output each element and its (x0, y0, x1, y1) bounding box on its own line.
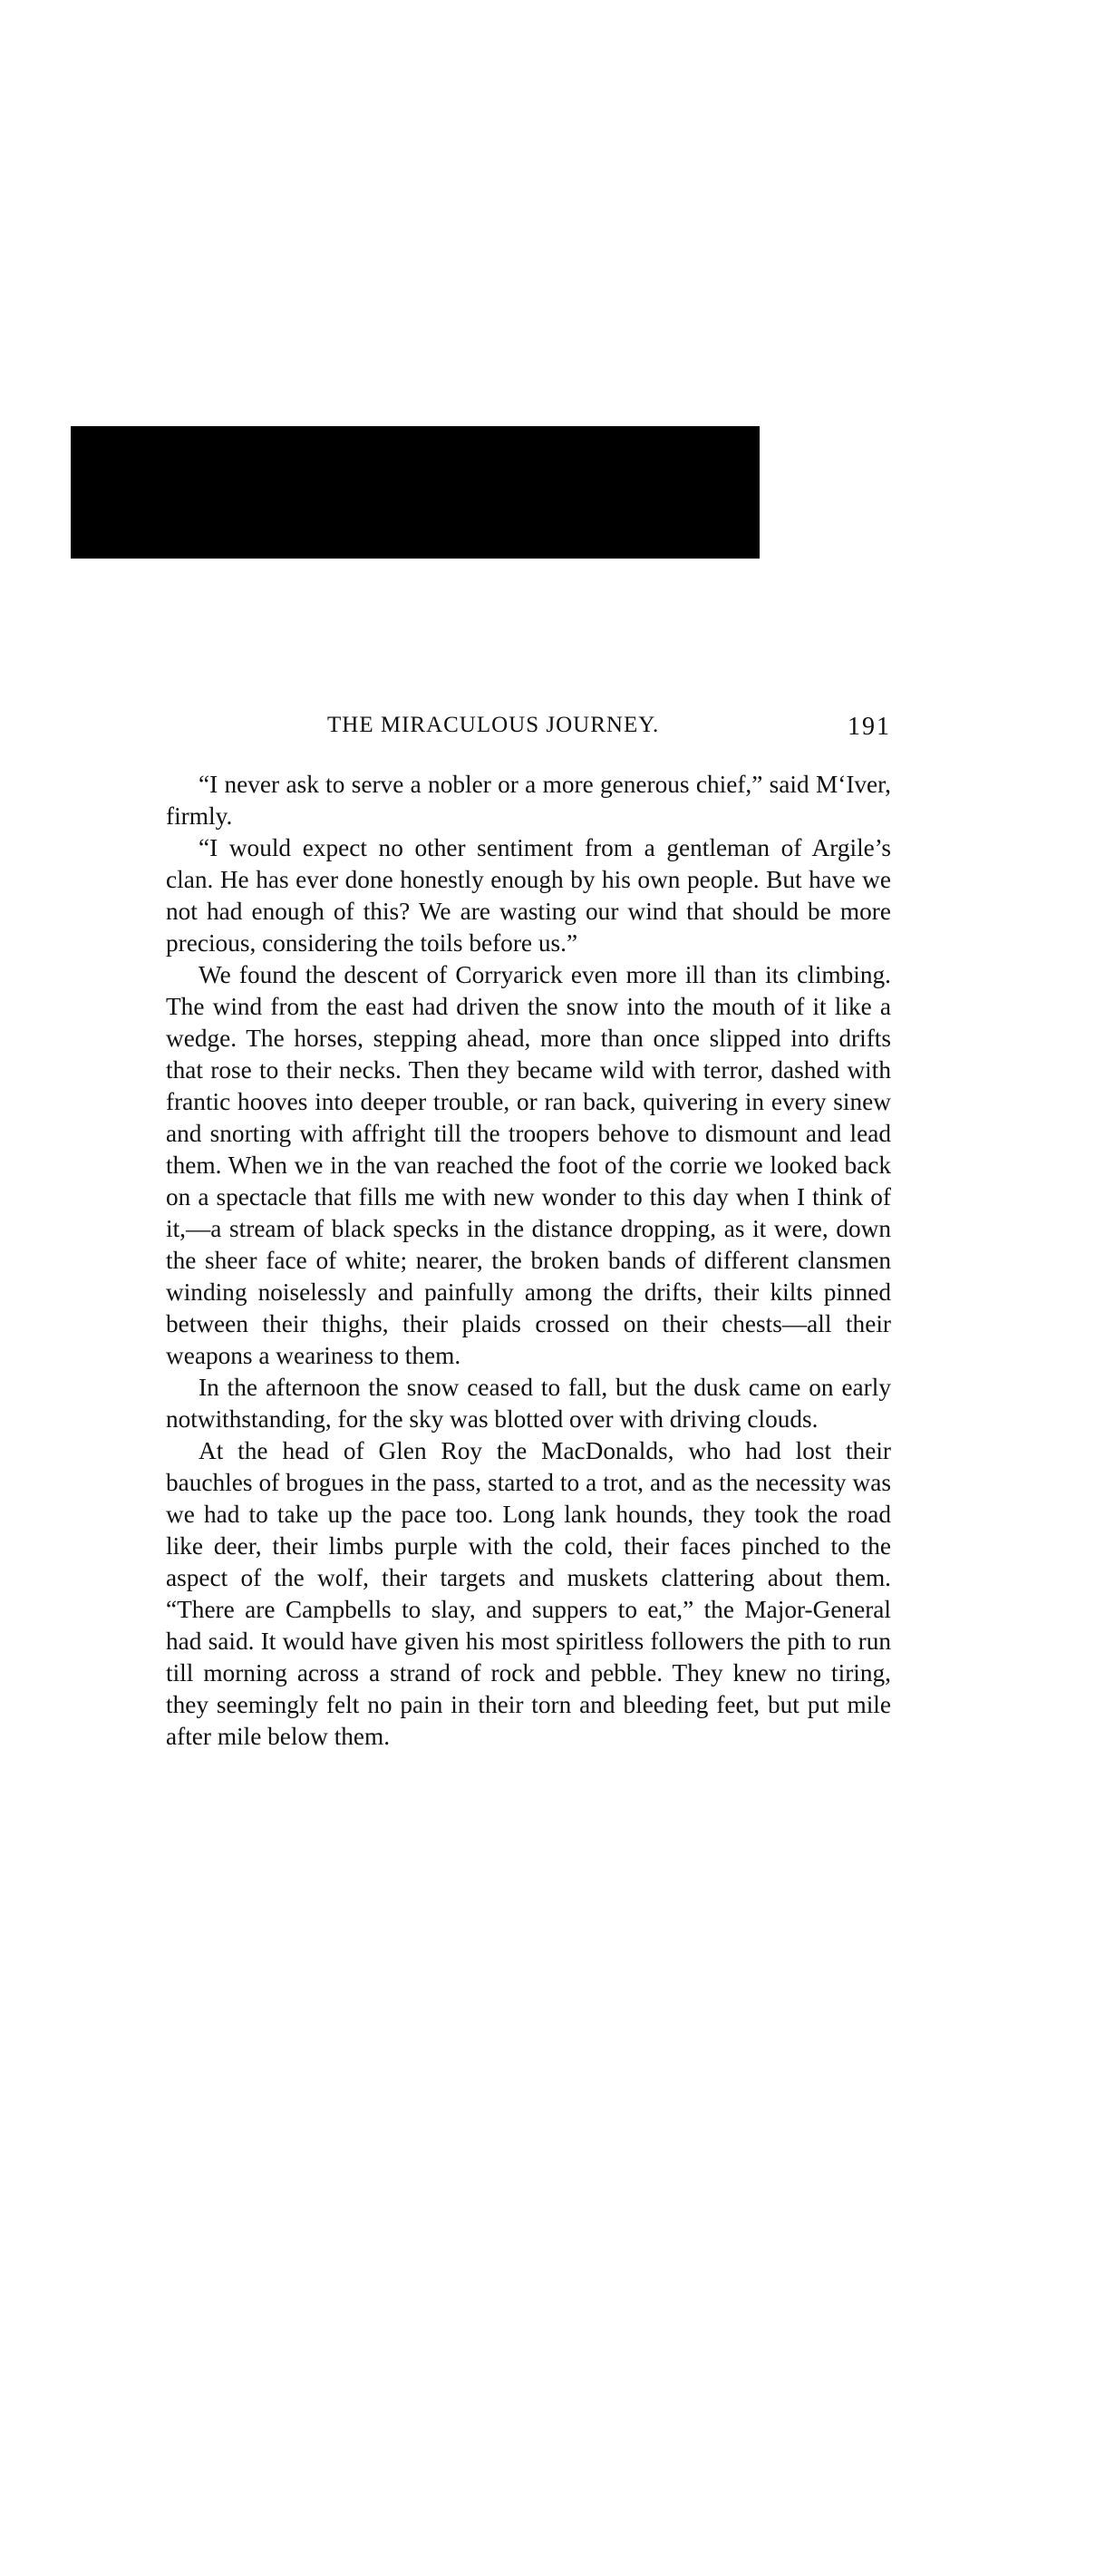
text-body (166, 769, 891, 1753)
page-number: 191 (848, 713, 891, 741)
paragraph: At the head of Glen Roy the MacDonalds, who had lost their bauchles of brogues in the pass, started to a trot, and as the necessity was we had to take up the pace too. Long lank hounds, they took the road like deer, their limbs purple with the cold, their faces pinched to the aspect of the wolf, their targets and muskets clattering about them. “There are Campbells to slay, and suppers to eat,” the Major-General had said. It would have given his most spiritless followers the pith to run till morning across a strand of rock and pebble. They knew no tiring, they seemingly felt no pain in their torn and bleeding feet, but put mile after mile below them. (166, 1437, 891, 1750)
paragraph: In the afternoon the snow ceased to fall, but the dusk came on early notwithstanding, for the sky was blotted over with driving clouds. (166, 1374, 891, 1433)
running-title: THE MIRACULOUS JOURNEY. (327, 713, 660, 737)
paragraph: “I never ask to serve a nobler or a more generous chief,” said M‘Iver, firmly. (166, 771, 891, 830)
page-header (166, 713, 891, 745)
paragraph: We found the descent of Corryarick even more ill than its climbing. The wind from the east had driven the snow into the mouth of it like a wedge. The horses, stepping ahead, more than once slipped into drifts that rose to their necks. Then they became wild with terror, dashed with frantic hooves into deeper trouble, or ran back, quivering in every sinew and snorting with affright till the troopers behove to dismount and lead them. When we in the van reached the foot of the corrie we looked back on a spectacle that fills me with new wonder to this day when I think of it,—a stream of black specks in the distance dropping, as it were, down the sheer face of white; nearer, the broken bands of different clansmen winding noiselessly and painfully among the drifts, their kilts pinned between their thighs, their plaids crossed on their chests—all their weapons a weariness to them. (166, 961, 891, 1369)
paragraph: “I would expect no other sentiment from a gentleman of Argile’s clan. He has ever done honestly enough by his own people. But have we not had enough of this? We are wasting our wind that should be more precious, considering the toils before us.” (166, 834, 891, 957)
redaction-bar (71, 426, 760, 559)
